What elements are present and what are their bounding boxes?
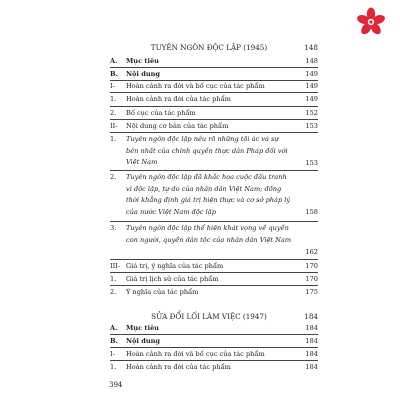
- item-number: 1.: [110, 95, 117, 103]
- divider: [110, 360, 318, 361]
- toc-row: [110, 362, 318, 374]
- toc-row: [110, 172, 318, 219]
- page-ref: 153: [305, 122, 318, 130]
- item-title: Nội dung cơ bản của tác phẩm: [126, 122, 229, 130]
- page-ref: 149: [305, 82, 318, 90]
- toc-row: [110, 134, 318, 170]
- page-ref: 184: [304, 312, 318, 321]
- item-title: Hoàn cảnh ra đời của tác phẩm: [126, 363, 231, 371]
- toc-row: [110, 121, 318, 133]
- item-number: 2.: [110, 288, 117, 296]
- item-number: 1.: [110, 275, 117, 283]
- page-ref: 162: [305, 248, 318, 256]
- item-title: Mục tiêu: [126, 57, 159, 65]
- page-number: 394: [109, 381, 123, 389]
- toc-row: [110, 69, 318, 81]
- divider: [110, 106, 318, 107]
- toc-row: [110, 261, 318, 273]
- page-ref: 184: [305, 324, 318, 332]
- item-number: 2.: [110, 109, 117, 117]
- toc-row: [110, 108, 318, 120]
- item-number: A.: [110, 57, 118, 65]
- page-ref: 149: [305, 70, 318, 78]
- page-ref: 170: [305, 262, 318, 270]
- toc-row: [110, 287, 318, 299]
- page-ref: 184: [305, 363, 318, 371]
- item-number: 1.: [110, 363, 117, 371]
- item-title: Hoàn cảnh ra đời của tác phẩm: [126, 95, 231, 103]
- item-number: B.: [110, 70, 118, 78]
- divider: [110, 132, 318, 133]
- item-number: II-: [110, 122, 118, 130]
- toc-row: [110, 323, 318, 335]
- item-title: Hoàn cảnh ra đời và bố cục của tác phẩm: [126, 82, 265, 90]
- item-number: A.: [110, 324, 118, 332]
- page-ref: 184: [305, 337, 318, 345]
- page-ref: 149: [305, 95, 318, 103]
- item-title: Nội dung: [126, 70, 161, 78]
- item-title: Giá trị, ý nghĩa của tác phẩm: [126, 262, 224, 270]
- item-title: Tuyên ngôn độc lập nêu rõ những tội ác và sự bên nhất của chính quyền thực dân Pháp đối với Việt Nam: [126, 135, 288, 167]
- divider: [110, 272, 318, 273]
- item-number: 1.: [110, 135, 117, 143]
- item-number: B.: [110, 337, 118, 345]
- divider: [110, 170, 318, 171]
- item-title: Ý nghĩa của tác phẩm: [126, 288, 199, 296]
- item-number: 2.: [110, 173, 117, 181]
- item-number: I-: [110, 350, 115, 358]
- section-title: SỬA ĐỔI LỐI LÀM VIỆC (1947): [151, 312, 267, 321]
- item-number: III-: [110, 262, 121, 270]
- toc-row: [110, 94, 318, 106]
- toc-row: [110, 81, 318, 93]
- divider: [110, 259, 318, 260]
- item-number: 3.: [110, 224, 117, 232]
- page-ref: 148: [305, 57, 318, 65]
- toc-row: [110, 223, 318, 259]
- divider: [110, 347, 318, 348]
- page-ref: 158: [305, 208, 318, 216]
- item-title: Tuyên ngôn độc lập thể hiện khát vọng về quyền con người, quyền dân tộc của nhân dân Việt Nam: [126, 224, 292, 244]
- toc-row: [110, 336, 318, 348]
- item-title: Bố cục của tác phẩm: [126, 109, 196, 117]
- divider: [110, 285, 318, 286]
- section-title-row: [110, 42, 318, 54]
- toc-row: [110, 274, 318, 286]
- divider: [110, 92, 318, 93]
- page-ref: 152: [305, 109, 318, 117]
- page-ref: 170: [305, 275, 318, 283]
- item-title: Nội dung: [126, 337, 161, 345]
- divider: [110, 119, 318, 120]
- item-title: Tuyên ngôn độc lập đã khắc họa cuộc đấu tranh vì độc lập, tự do của nhân dân Việt Nam; đồng thời khẳng định giá trị hiện thực và cơ sở pháp lý của nước Việt Nam độc lập: [126, 173, 291, 217]
- item-title: Giá trị lịch sử của tác phẩm: [126, 275, 219, 283]
- section-title: TUYÊN NGÔN ĐỘC LẬP (1945): [150, 43, 268, 52]
- item-number: I-: [110, 82, 115, 90]
- item-title: Mục tiêu: [126, 324, 159, 332]
- section-title-row: [110, 311, 318, 323]
- item-title: Hoàn cảnh ra đời và bố cục của tác phẩm: [126, 350, 265, 358]
- toc-row: [110, 349, 318, 361]
- page-ref: 148: [304, 43, 318, 52]
- flower-logo-icon: [356, 7, 386, 37]
- divider: [110, 221, 318, 222]
- page-ref: 184: [305, 350, 318, 358]
- toc-row: [110, 56, 318, 68]
- page-ref: 153: [305, 159, 318, 167]
- page-ref: 175: [305, 288, 318, 296]
